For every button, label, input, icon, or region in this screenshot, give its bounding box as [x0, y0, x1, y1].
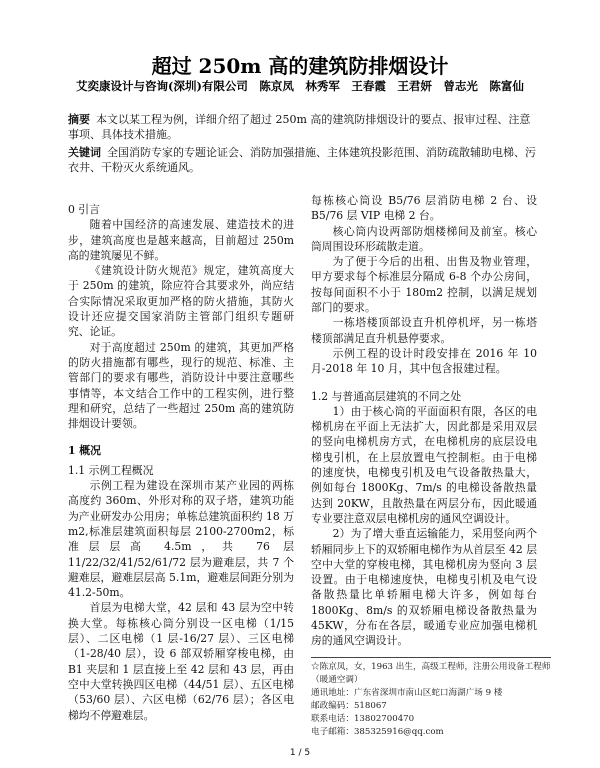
- continued-paragraph: 每栋核心筒设 B5/76 层消防电梯 2 台、设 B5/76 层 VIP 电梯 2 台。: [311, 194, 537, 223]
- section-1-1-paragraph: 示例工程为建设在深圳市某产业园的两栋高度约 360m、外形对称的双子塔，建筑功能为产业研发办公用房；单栋总建筑面积约 18 万 m2,标准层建筑面积每层 2100-2700m2，标准层层高 4.5m，共 76 层 11/22/32/41/52/61/72 层为避难层，共 7 个避难层，避难层层高 5.1m，避难层间距分别为 41.2-50m。: [68, 479, 294, 600]
- intro-heading: 0 引言: [68, 203, 100, 216]
- section-1-2-paragraph: 1）由于核心筒的平面面积有限，各区的电梯机房在平面上无法扩大，因此都是采用双层的竖向电梯机房方式，在电梯机房的底层设电梯曳引机，在上层放置电气控制柜。由于电梯的速度快，电梯曳引机及电气设备散热量大，例如每台 1800Kg、7m/s 的电梯设备散热量达到 20KW，且散热量在两层分布，因此暖通专业要注意双层电梯机房的通风空调设计。: [311, 404, 537, 525]
- left-column: [68, 202, 294, 723]
- intro-paragraph: 《建筑设计防火规范》规定，建筑高度大于 250m 的建筑，除应符合其要求外，尚应结合实际情况采取更加严格的防火措施，其防火设计还应提交国家消防主管部门组织专题研究、论证。: [68, 264, 294, 339]
- section-1-1-paragraph: 核心筒内设两部防烟楼梯间及前室。核心筒周围设环形疏散走道。: [311, 224, 537, 253]
- section-1-1-paragraph: 示例工程的设计时段安排在 2016 年 10 月-2018 年 10 月，其中包含报建过程。: [311, 346, 537, 376]
- intro-paragraph: 对于高度超过 250m 的建筑，其更加严格的防火措施都有哪些，现行的规范、标准、主管部门的要求有哪些，消防设计中要注意哪些事情等，本文结合工作中的工程实例，进行整理和研究，总结了一些超过 250m 高的建筑防排烟设计要领。: [68, 340, 294, 431]
- abstract-text: 本文以某工程为例，详细介绍了超过 250m 高的建筑防排烟设计的要点、报审过程、注意事项、具体技术措施。: [68, 113, 531, 141]
- footnote-address: 通讯地址：广东省深圳市南山区蛇口海湖广场 9 楼: [311, 688, 503, 698]
- paper-title: 超过 250m 高的建筑防排烟设计: [151, 54, 449, 78]
- right-column: [311, 193, 537, 649]
- section-1-heading: 1 概况: [68, 444, 101, 458]
- keywords-text: 全国消防专家的专题论证会、消防加强措施、主体建筑投影范围、消防疏散辅助电梯、污衣井、干粉灭火系统通风。: [68, 146, 536, 174]
- author-line: 艾奕康设计与咨询(深圳)有限公司 陈京凤 林秀军 王春霞 王君妍 曾志光 陈富仙: [76, 79, 524, 93]
- page-number: 1 / 5: [289, 748, 311, 758]
- section-1-2-heading: 1.2 与普通高层建筑的不同之处: [311, 389, 462, 403]
- footnote-email: 电子邮箱：385325916@qq.com: [311, 727, 444, 737]
- section-1-1-heading: 1.1 示例工程概况: [68, 463, 154, 477]
- keywords-label: 关键词: [68, 146, 101, 159]
- intro-paragraph: 随着中国经济的高速发展、建造技术的进步，建筑高度也是越来越高，目前超过 250m 高的建筑屡见不鲜。: [68, 218, 294, 262]
- section-1-2-paragraph: 2）为了增大垂直运输能力，采用竖向两个轿厢同步上下的双轿厢电梯作为从首层至 42 层空中大堂的穿梭电梯，其电梯机房为竖向 3 层设置。由于电梯速度快，电梯曳引机及电气设备散热量比单轿厢电梯大许多，例如每台 1800Kg、8m/s 的双轿厢电梯设备散热量为 45KW，分布在各层，暖通专业应加强电梯机房的通风空调设计。: [311, 527, 537, 648]
- section-1-1-paragraph: 首层为电梯大堂，42 层和 43 层为空中转换大堂。每栋核心筒分别设一区电梯（1/15 层）、二区电梯（1 层-16/27 层）、三区电梯（1-28/40 层），设 6 部双轿厢穿梭电梯，由 B1 夹层和 1 层直接上至 42 层和 43 层，再由空中大堂转换四区电梯（44/51 层）、五区电梯（53/60 层）、六区电梯（62/76 层）；各区电梯均不停避难层。: [68, 601, 294, 722]
- keywords-block: [68, 145, 538, 175]
- footnote-author-info: ☆陈京凤，女，1963 出生，高级工程师，注册公用设备工程师（暖通空调）: [311, 662, 551, 685]
- section-1-1-paragraph: 一栋塔楼顶部设直升机停机坪，另一栋塔楼顶部满足直升机悬停要求。: [311, 316, 537, 345]
- abstract-block: [68, 112, 538, 142]
- section-1-1-paragraph: 为了便于今后的出租、出售及物业管理，甲方要求每个标准层分隔成 6-8 个办公房间，按每间面积不小于 180m2 控制，以满足规划部门的要求。: [311, 255, 537, 315]
- footnote-phone: 联系电话：13802700470: [311, 714, 415, 724]
- footnote-postcode: 邮政编码：518067: [311, 701, 387, 711]
- abstract-label: 摘要: [68, 113, 90, 126]
- author-footnote: [311, 657, 551, 739]
